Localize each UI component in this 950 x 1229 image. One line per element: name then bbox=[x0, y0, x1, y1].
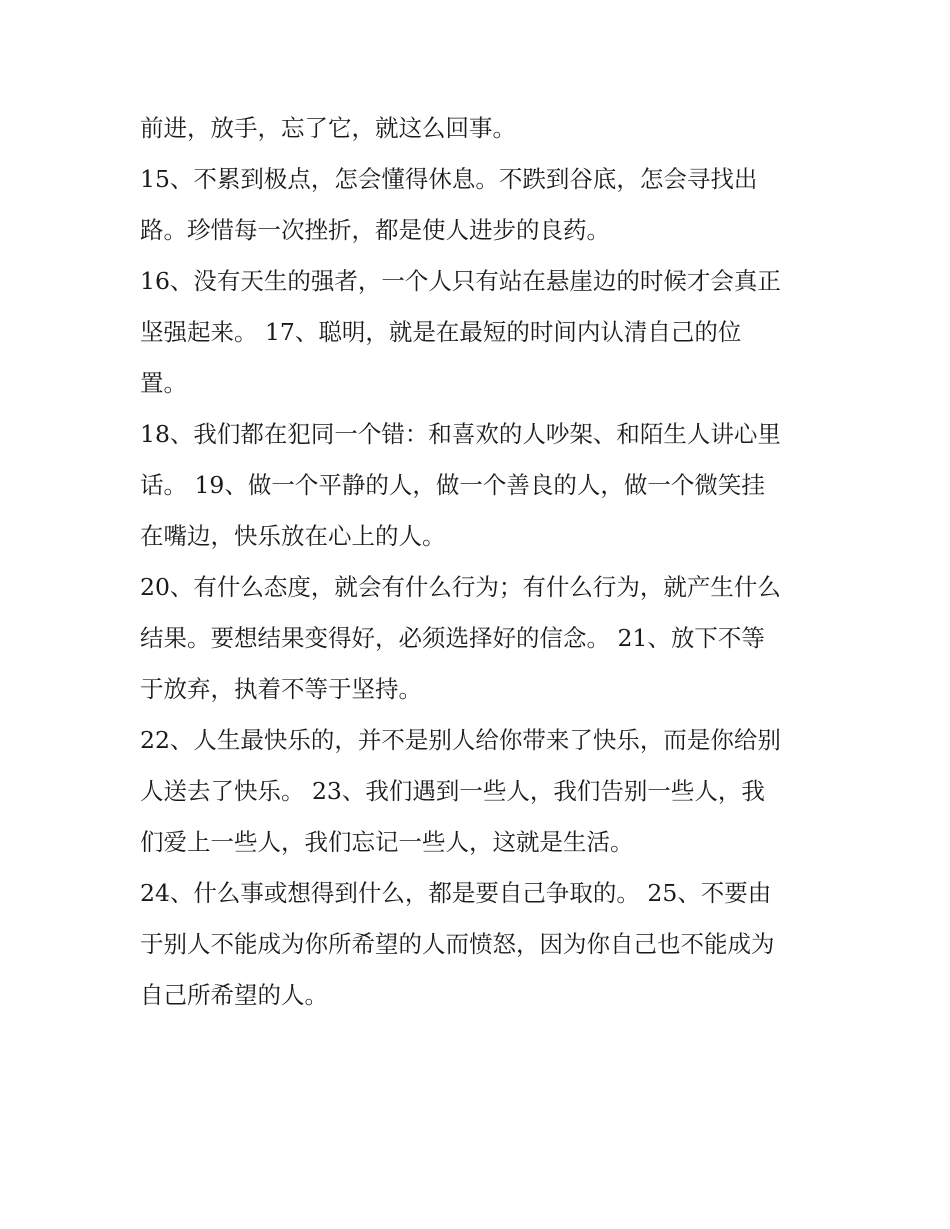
document-body bbox=[140, 103, 820, 1021]
text-line: 们爱上一些人，我们忘记一些人，这就是生活。 bbox=[140, 828, 634, 856]
text-line: 自己所希望的人。 bbox=[140, 981, 328, 1009]
text-line: 于放弃，执着不等于坚持。 bbox=[140, 675, 422, 703]
text-line: 18、我们都在犯同一个错：和喜欢的人吵架、和陌生人讲心里 bbox=[140, 420, 781, 448]
text-line: 在嘴边，快乐放在心上的人。 bbox=[140, 522, 446, 550]
text-line: 20、有什么态度，就会有什么行为；有什么行为，就产生什么 bbox=[140, 573, 781, 601]
text-line: 16、没有天生的强者，一个人只有站在悬崖边的时候才会真正 bbox=[140, 267, 781, 295]
text-line: 路。珍惜每一次挫折，都是使人进步的良药。 bbox=[140, 216, 610, 244]
text-line: 坚强起来。 17、聪明，就是在最短的时间内认清自己的位 bbox=[140, 318, 742, 346]
text-line: 前进，放手，忘了它，就这么回事。 bbox=[140, 114, 516, 142]
text-line: 人送去了快乐。 23、我们遇到一些人，我们告别一些人，我 bbox=[140, 777, 765, 805]
text-line: 置。 bbox=[140, 369, 187, 397]
text-line: 24、什么事或想得到什么，都是要自己争取的。 25、不要由 bbox=[140, 879, 772, 907]
text-line: 15、不累到极点，怎会懂得休息。不跌到谷底，怎会寻找出 bbox=[140, 165, 758, 193]
text-line: 话。 19、做一个平静的人，做一个善良的人，做一个微笑挂 bbox=[140, 471, 765, 499]
text-line: 22、人生最快乐的，并不是别人给你带来了快乐，而是你给别 bbox=[140, 726, 781, 754]
text-line: 结果。要想结果变得好，必须选择好的信念。 21、放下不等 bbox=[140, 624, 765, 652]
text-line: 于别人不能成为你所希望的人而愤怒，因为你自己也不能成为 bbox=[140, 930, 775, 958]
